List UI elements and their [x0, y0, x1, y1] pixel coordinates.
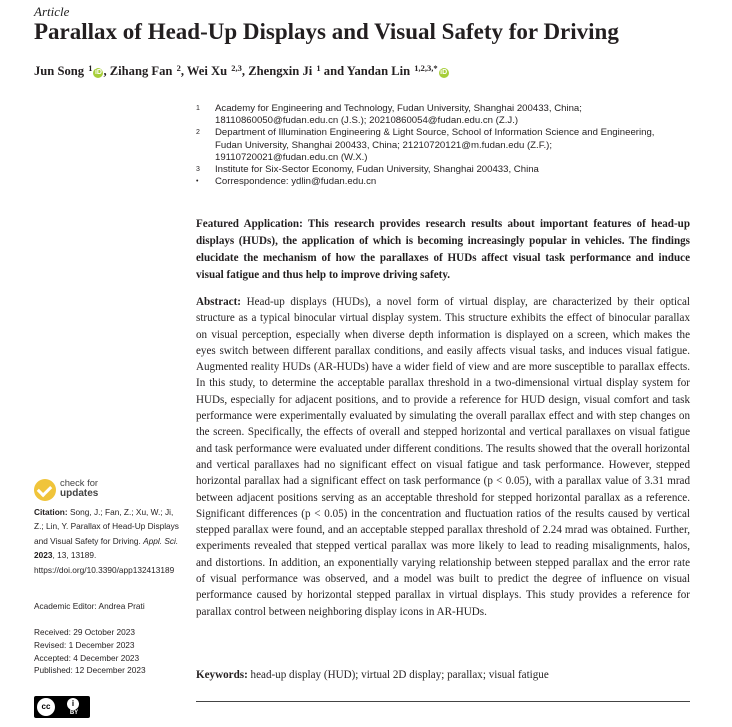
author-list: Jun Song $^1$ iD , Zihang Fan $^2$, Wei Xu $^{2,3}$, Zhengxin Ji $^1$ and Yandan Lin $^{1,2,3,*}$ iD: [34, 63, 448, 78]
affiliation-item: [196, 103, 696, 127]
abstract-text: Head-up displays (HUDs), a novel form of virtual display, are characterized by their optical structure as a typical binocular virtual display system. This structure exhibits the effect of binocular parallax on visual perception, especially when diverse depth information is displayed on a screen, which makes the eyes switch between different parallax conditions, and easily affects visual tasks, and induces visual fatigue. Augmented reality HUDs (AR-HUDs) have a wider field of view and are more susceptible to parallax effects. In this study, to determine the acceptable parallax threshold in a two-dimensional virtual display system for HUDs, especially for adjacent positions, and to provide a reference for HUD design, visual comfort and task performance were experimentally evaluated by simulating the overall parallax effect and with step changes on the screen. Specifically, the effects of overall and stepped horizontal and vertical parallaxes on visual fatigue and task performance were evaluated under different conditions. The results showed that the overall horizontal and vertical parallaxes had no significant effect on visual fatigue and task performance. However, stepped horizontal parallax had a significant effect on task performance (p < 0.05), with a parallax value of 3.31 mrad between adjacent positions serving as an acceptable threshold for stepped horizontal parallax as a reference. Significant differences (p < 0.05) in the concentration and fluctuation ratios of the results caused by vertical stepped parallax were found, and an acceptable stepped parallax threshold of 2.24 mrad was obtained. Further, experiments revealed that stepped vertical parallax was more likely to lead to reading misalignments, halos, and distortions. In addition, an exponentially varying relationship between stepped parallax and the error rate of visual performance was observed, and a model was built to predict the degree of influence on visual performance caused by horizontal stepped parallax in virtual displays. This study provides a reference for parallax control between neighboring display icons in AR-HUDs.: [196, 296, 690, 618]
author-name: Zihang Fan: [109, 64, 176, 78]
check-updates-icon: [34, 479, 56, 501]
check-updates-line1: check for: [60, 477, 99, 488]
orcid-icon[interactable]: iD: [94, 69, 102, 76]
citation-volume: , 13, 13189.: [52, 550, 97, 561]
by-label: BY: [69, 710, 79, 716]
author-name: Jun Song: [34, 64, 88, 78]
citation: [34, 505, 180, 577]
author-affiliation-mark: 1: [316, 63, 321, 73]
author-name: Yandan Lin: [346, 64, 414, 78]
abstract-label: Abstract:: [196, 296, 241, 308]
author-affiliation-mark: 1: [88, 63, 93, 73]
keywords-label: Keywords:: [196, 669, 248, 681]
divider: [196, 701, 690, 702]
publication-dates: [34, 626, 180, 677]
cc-by-license-icon[interactable]: [34, 696, 90, 718]
affiliation-text: Correspondence: ydlin@fudan.edu.cn: [215, 176, 377, 188]
academic-editor: Academic Editor: Andrea Prati: [34, 601, 145, 611]
affiliations: [196, 103, 696, 188]
affiliation-text: Institute for Six-Sector Economy, Fudan University, Shanghai 200433, China: [215, 164, 539, 176]
affiliation-mark: •: [196, 178, 199, 186]
affiliation-mark: 1: [196, 105, 200, 112]
citation-authors: Song, J.; Fan, Z.; Xu, W.; Ji, Z.; Lin, Y. Parallax of Head-Up Displays and Visual Safety for Driving.: [34, 507, 179, 546]
cc-icon: cc: [37, 698, 55, 716]
citation-year: 2023: [34, 550, 53, 561]
date-line: Revised: 1 December 2023: [34, 639, 135, 650]
by-person-icon: i: [67, 698, 79, 710]
affiliation-mark: 3: [196, 166, 200, 174]
check-updates-line2: updates: [60, 488, 99, 499]
featured-application: Featured Application: This research provides research results about important features of head-up displays (HUDs), the application of which is becoming increasingly popular in vehicles. The findings elucidate the mechanism of how the parallaxes of HUDs affect visual task performance and induce visual fatigue and thus help to improve driving safety.: [196, 218, 690, 281]
date-line: Published: 12 December 2023: [34, 665, 146, 676]
affiliation-item: [196, 127, 696, 164]
citation-label: Citation:: [34, 507, 68, 517]
keywords: [196, 667, 690, 683]
author-affiliation-mark: 2,3: [231, 63, 242, 73]
paper-title: Parallax of Head-Up Displays and Visual Safety for Driving: [34, 19, 619, 44]
abstract: [196, 294, 690, 620]
date-line: Accepted: 4 December 2023: [34, 652, 140, 663]
citation-doi[interactable]: https://doi.org/10.3390/app132413189: [34, 564, 175, 575]
article-type: Article: [34, 4, 70, 19]
keywords-text: head-up display (HUD); virtual 2D display; parallax; visual fatigue: [250, 669, 549, 681]
affiliation-mark: 2: [196, 129, 200, 137]
check-for-updates-badge[interactable]: [34, 478, 164, 504]
orcid-icon[interactable]: iD: [440, 69, 448, 76]
affiliation-text: Department of Illumination Engineering & Light Source, School of Information Science and Engineering, Fudan University, Shanghai 200433, China; 21210720121@m.fudan.edu (Z.F.); 19110720021@fudan.edu.cn (W.X.): [215, 127, 655, 163]
affiliation-item: [196, 164, 696, 176]
author-affiliation-mark: 1,2,3,*: [414, 63, 438, 73]
citation-journal: Appl. Sci.: [143, 535, 179, 546]
date-line: Received: 29 October 2023: [34, 627, 136, 637]
author-affiliation-mark: 2: [176, 63, 181, 73]
author-name: Zhengxin Ji: [248, 64, 316, 78]
author-name: Wei Xu: [186, 64, 231, 78]
affiliation-item: [196, 176, 696, 188]
affiliation-text: Academy for Engineering and Technology, Fudan University, Shanghai 200433, China; 18110860050@fudan.edu.cn (J.S.); 20210860054@fudan.edu.cn (Z.J.): [215, 103, 582, 127]
